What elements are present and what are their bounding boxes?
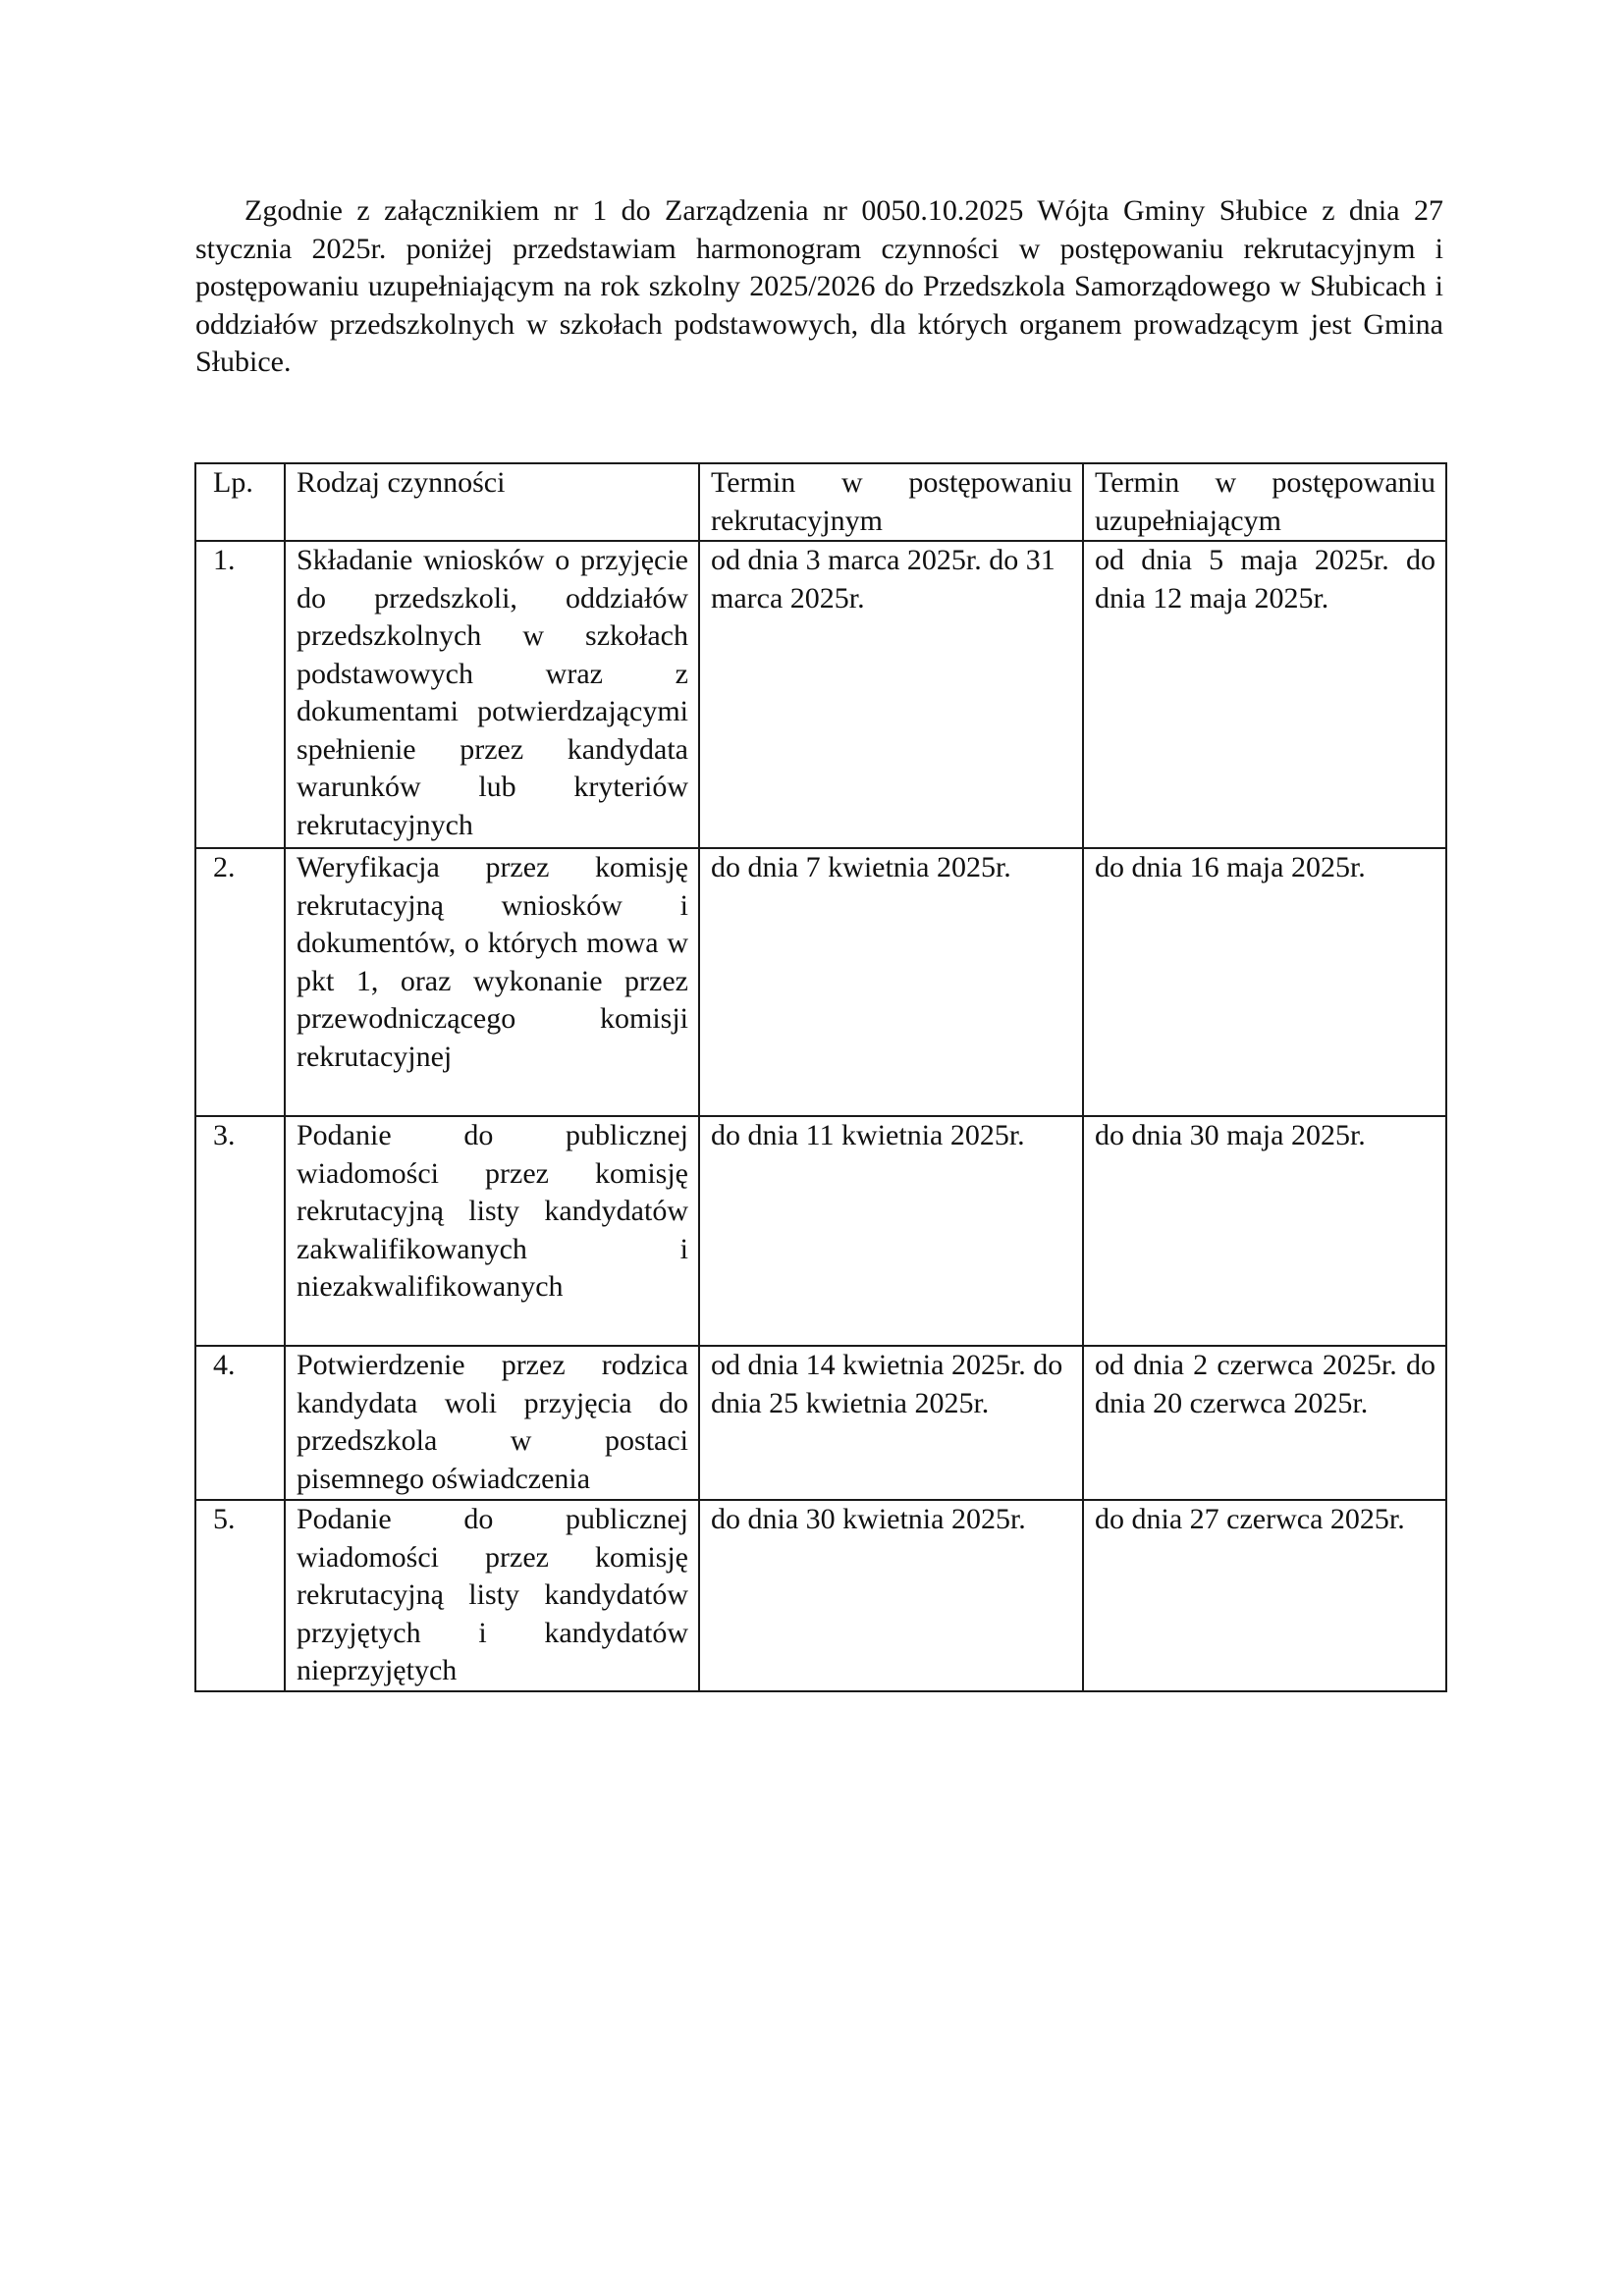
header-supplementary: Termin w postępowaniu uzupełniającym <box>1083 463 1446 541</box>
row-activity: Składanie wniosków o przyjęcie do przedszkoli, oddziałów przedszkolnych w szkołach podstawowych wraz z dokumentami potwierdzającymi spełnienie przez kandydata warunków lub kryteriów rekrutacyjnych <box>285 541 699 848</box>
header-row <box>195 463 1446 541</box>
row-recruitment-date: od dnia 14 kwietnia 2025r. do dnia 25 kwietnia 2025r. <box>699 1346 1083 1500</box>
table-row <box>195 848 1446 1116</box>
row-number: 2. <box>195 848 285 1116</box>
row-recruitment-date: od dnia 3 marca 2025r. do 31 marca 2025r. <box>699 541 1083 848</box>
row-activity: Potwierdzenie przez rodzica kandydata woli przyjęcia do przedszkola w postaci pisemnego oświadczenia <box>285 1346 699 1500</box>
table-row <box>195 541 1446 848</box>
row-number: 4. <box>195 1346 285 1500</box>
row-supplementary-date: od dnia 5 maja 2025r. do dnia 12 maja 2025r. <box>1083 541 1446 848</box>
row-activity: Weryfikacja przez komisję rekrutacyjną wniosków i dokumentów, o których mowa w pkt 1, oraz wykonanie przez przewodniczącego komisji rekrutacyjnej <box>285 848 699 1116</box>
row-supplementary-date: od dnia 2 czerwca 2025r. do dnia 20 czerwca 2025r. <box>1083 1346 1446 1500</box>
schedule-table-body <box>195 541 1446 1691</box>
header-recruitment: Termin w postępowaniu rekrutacyjnym <box>699 463 1083 541</box>
row-activity: Podanie do publicznej wiadomości przez komisję rekrutacyjną listy kandydatów przyjętych i kandydatów nieprzyjętych <box>285 1500 699 1691</box>
row-recruitment-date: do dnia 11 kwietnia 2025r. <box>699 1116 1083 1346</box>
row-number: 1. <box>195 541 285 848</box>
row-supplementary-date: do dnia 27 czerwca 2025r. <box>1083 1500 1446 1691</box>
row-recruitment-date: do dnia 7 kwietnia 2025r. <box>699 848 1083 1116</box>
table-row <box>195 1346 1446 1500</box>
row-supplementary-date: do dnia 16 maja 2025r. <box>1083 848 1446 1116</box>
row-supplementary-date: do dnia 30 maja 2025r. <box>1083 1116 1446 1346</box>
header-activity: Rodzaj czynności <box>285 463 699 541</box>
row-number: 5. <box>195 1500 285 1691</box>
table-row <box>195 1500 1446 1691</box>
table-row <box>195 1116 1446 1346</box>
header-lp: Lp. <box>195 463 285 541</box>
schedule-table-header <box>195 463 1446 541</box>
row-number: 3. <box>195 1116 285 1346</box>
intro-paragraph: Zgodnie z załącznikiem nr 1 do Zarządzenia nr 0050.10.2025 Wójta Gminy Słubice z dnia 27 stycznia 2025r. poniżej przedstawiam harmonogram czynności w postępowaniu rekrutacyjnym i postępowaniu uzupełniającym na rok szkolny 2025/2026 do Przedszkola Samorządowego w Słubicach i oddziałów przedszkolnych w szkołach podstawowych, dla których organem prowadzącym jest Gmina Słubice. <box>195 194 1443 378</box>
row-recruitment-date: do dnia 30 kwietnia 2025r. <box>699 1500 1083 1691</box>
row-activity: Podanie do publicznej wiadomości przez komisję rekrutacyjną listy kandydatów zakwalifikowanych i niezakwalifikowanych <box>285 1116 699 1346</box>
schedule-table <box>194 462 1447 1692</box>
